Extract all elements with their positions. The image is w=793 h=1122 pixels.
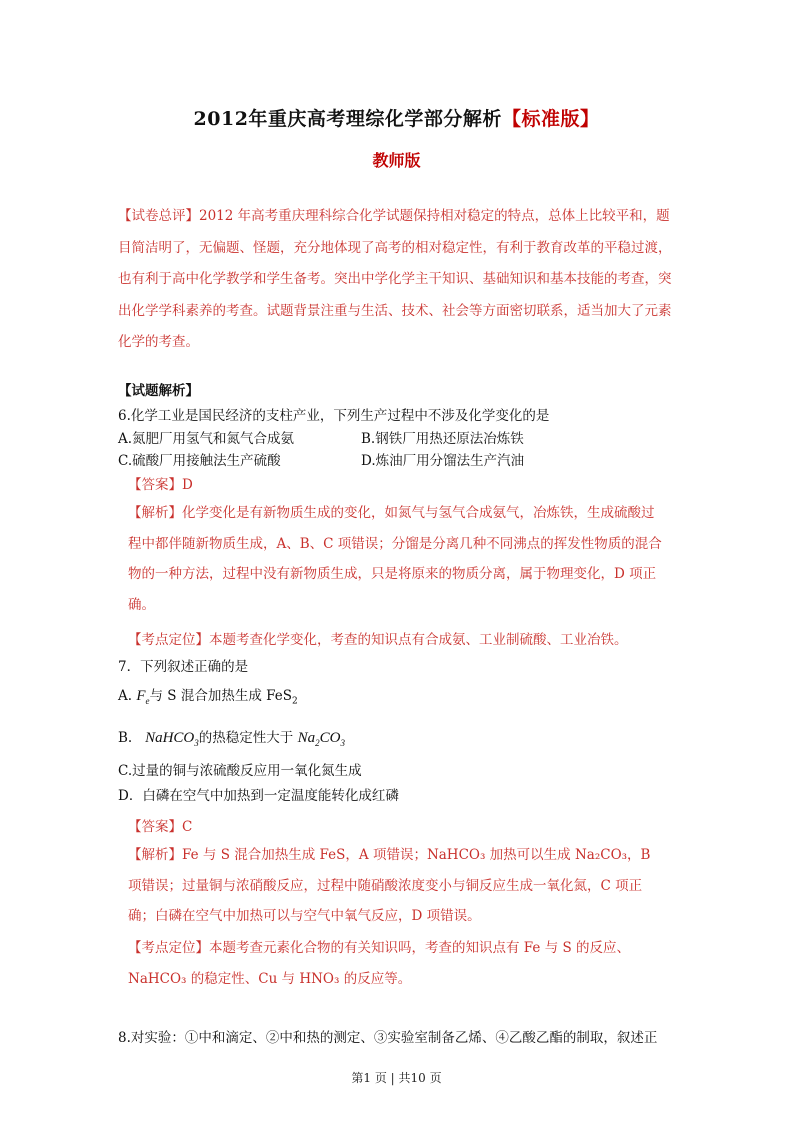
q6-analysis: 【解析】化学变化是有新物质生成的变化，如氮气与氢气合成氨气，冶炼铁，生成硫酸过程中都伴随新物质生成，A、B、C 项错误；分馏是分离几种不同沸点的挥发性物质的混合物的一种方法，过程中没有新物质生成，只是将原来的物质分离，属于物理变化，D 项正确。	[128, 505, 662, 613]
na2co3-b: CO	[319, 730, 341, 746]
q7-option-c: C.过量的铜与浓硫酸反应用一氧化氮生成	[118, 763, 362, 779]
na2co3-sub2: 3	[340, 738, 345, 748]
q7-option-b-mid: 的热稳定性大于	[198, 730, 294, 746]
page-subtitle: 教师版	[372, 151, 421, 170]
title-main: 2012年重庆高考理综化学部分解析	[193, 108, 502, 130]
q6-answer: 【答案】D	[128, 477, 193, 493]
q6-option-b: B.钢铁厂用热还原法冶炼铁	[361, 431, 524, 447]
nahco3-base: NaHCO	[145, 730, 195, 746]
q7-option-a-fe	[136, 688, 149, 704]
page-footer: 第1 页 | 共10 页	[351, 1071, 442, 1085]
q7-answer: 【答案】C	[128, 819, 193, 835]
page-title	[0, 104, 793, 131]
q6-point: 【考点定位】本题考查化学变化，考查的知识点有合成氨、工业制硫酸、工业冶铁。	[128, 632, 628, 648]
q8-stem: 8.对实验：①中和滴定、②中和热的测定、③实验室制备乙烯、④乙酸乙酯的制取，叙述正	[118, 1030, 658, 1046]
q7-option-b	[118, 726, 345, 748]
q7-option-d: D．白磷在空气中加热到一定温度能转化成红磷	[118, 788, 399, 804]
q7-stem: 7．下列叙述正确的是	[118, 659, 249, 675]
summary-tag: 【试卷总评】	[118, 208, 199, 224]
q7-option-a-prefix: A.	[118, 688, 133, 704]
q7-option-a-sub: 2	[292, 696, 298, 707]
formula-nahco3	[145, 730, 199, 746]
section-title: 【试题解析】	[118, 383, 199, 399]
fe-sub: e	[145, 696, 150, 706]
q6-option-d: D.炼油厂用分馏法生产汽油	[361, 453, 525, 469]
summary-text: 2012 年高考重庆理科综合化学试题保持相对稳定的特点，总体上比较平和，题目简洁明了，无偏题、怪题，充分地体现了高考的相对稳定性，有利于教育改革的平稳过渡，也有利于高中化学教学和学生备考。突出中学化学主干知识、基础知识和基本技能的考查，突出化学学科素养的考查。试题背景注重与生活、技术、社会等方面密切联系，适当加大了元素化学的考查。	[118, 208, 672, 350]
q7-option-b-prefix: B.	[118, 730, 133, 746]
q7-point: 【考点定位】本题考查元素化合物的有关知识吗，考查的知识点有 Fe 与 S 的反应、NaHCO₃ 的稳定性、Cu 与 HNO₃ 的反应等。	[128, 940, 631, 987]
q7-analysis: 【解析】Fe 与 S 混合加热生成 FeS，A 项错误；NaHCO₃ 加热可以生成 Na₂CO₃，B 项错误；过量铜与浓硝酸反应，过程中随硝酸浓度变小与铜反应生成一氧化氮，C 项正确；白磷在空气中加热可以与空气中氧气反应，D 项错误。	[128, 847, 651, 924]
q6-stem: 6.化学工业是国民经济的支柱产业，下列生产过程中不涉及化学变化的是	[118, 408, 550, 424]
na2co3-a: Na	[297, 730, 316, 746]
nahco3-sub: 3	[194, 738, 199, 748]
na2co3-sub1: 2	[315, 738, 320, 748]
q7-option-a	[118, 684, 298, 707]
summary-paragraph	[118, 201, 674, 359]
fe-symbol: F	[136, 688, 146, 704]
q7-option-a-text: 与 S 混合加热生成 FeS	[149, 688, 293, 704]
q6-option-a: A.氮肥厂用氢气和氮气合成氨	[118, 431, 295, 447]
formula-na2co3	[298, 730, 345, 746]
title-tag: 【标准版】	[501, 108, 600, 130]
q6-option-c: C.硫酸厂用接触法生产硫酸	[118, 453, 281, 469]
